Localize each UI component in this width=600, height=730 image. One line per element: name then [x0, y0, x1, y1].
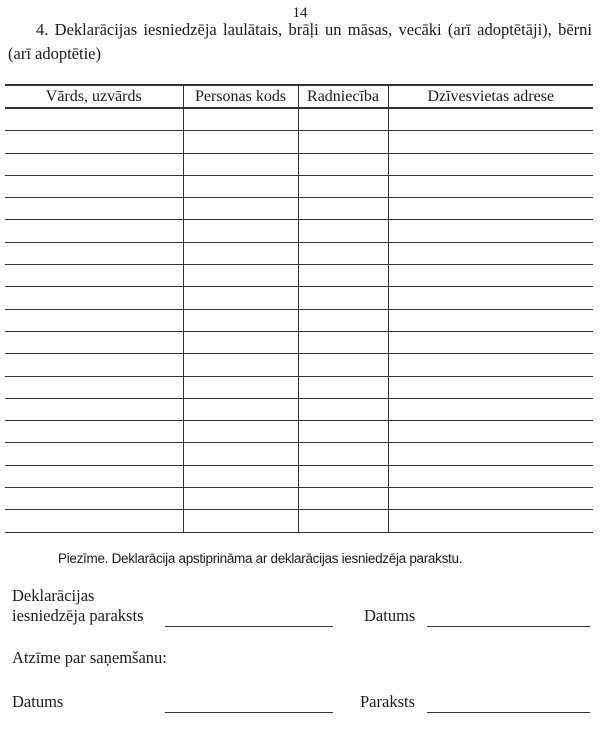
- signature-label-line2: iesniedzēja paraksts: [12, 606, 144, 625]
- table-cell[interactable]: [183, 175, 298, 197]
- note-text: Piezīme. Deklarācija apstiprināma ar deklarācijas iesniedzēja parakstu.: [58, 551, 463, 566]
- table-cell[interactable]: [388, 354, 593, 376]
- table-cell[interactable]: [183, 331, 298, 353]
- date-field[interactable]: [427, 626, 590, 627]
- table-cell[interactable]: [5, 465, 183, 487]
- table-cell[interactable]: [388, 153, 593, 175]
- table-cell[interactable]: [388, 488, 593, 510]
- table-cell[interactable]: [183, 220, 298, 242]
- table-cell[interactable]: [388, 287, 593, 309]
- table-cell[interactable]: [298, 465, 388, 487]
- table-cell[interactable]: [388, 198, 593, 220]
- table-cell[interactable]: [183, 153, 298, 175]
- table-cell[interactable]: [388, 443, 593, 465]
- table-cell[interactable]: [298, 131, 388, 153]
- table-cell[interactable]: [5, 354, 183, 376]
- table-row: [5, 465, 593, 487]
- table-cell[interactable]: [183, 510, 298, 532]
- table-cell[interactable]: [183, 488, 298, 510]
- table-cell[interactable]: [5, 488, 183, 510]
- receipt-title: Atzīme par saņemšanu:: [12, 648, 167, 667]
- table-cell[interactable]: [183, 398, 298, 420]
- table-row: [5, 242, 593, 264]
- table-row: [5, 376, 593, 398]
- table-row: [5, 220, 593, 242]
- table-cell[interactable]: [388, 265, 593, 287]
- page-number: 14: [292, 5, 308, 21]
- receipt-signature-label: Paraksts: [360, 692, 415, 711]
- table-row: [5, 398, 593, 420]
- table-cell[interactable]: [298, 443, 388, 465]
- table-cell[interactable]: [388, 175, 593, 197]
- table-cell[interactable]: [183, 309, 298, 331]
- table-cell[interactable]: [183, 421, 298, 443]
- table-cell[interactable]: [183, 108, 298, 131]
- table-cell[interactable]: [183, 242, 298, 264]
- signature-field[interactable]: [165, 626, 333, 627]
- section-heading: 4. Deklarācijas iesniedzēja laulātais, brāļi un māsas, vecāki (arī adoptētāji), bērni (arī adoptētie): [8, 20, 592, 63]
- table-cell[interactable]: [183, 443, 298, 465]
- table-cell[interactable]: [5, 331, 183, 353]
- table-row: [5, 153, 593, 175]
- table-cell[interactable]: [298, 488, 388, 510]
- table-cell[interactable]: [388, 465, 593, 487]
- table-cell[interactable]: [388, 510, 593, 532]
- table-cell[interactable]: [298, 287, 388, 309]
- receipt-date-field[interactable]: [165, 712, 333, 713]
- table-cell[interactable]: [298, 309, 388, 331]
- receipt-signature-field[interactable]: [427, 712, 590, 713]
- table-row: [5, 265, 593, 287]
- table-cell[interactable]: [183, 198, 298, 220]
- signature-label-line1: Deklarācijas: [12, 586, 95, 605]
- table-cell[interactable]: [298, 242, 388, 264]
- table-cell[interactable]: [298, 376, 388, 398]
- table-row: [5, 131, 593, 153]
- table-cell[interactable]: [5, 175, 183, 197]
- table-cell[interactable]: [388, 309, 593, 331]
- table-cell[interactable]: [388, 331, 593, 353]
- table-cell[interactable]: [5, 108, 183, 131]
- table-cell[interactable]: [183, 376, 298, 398]
- table-cell[interactable]: [298, 265, 388, 287]
- table-cell[interactable]: [388, 376, 593, 398]
- table-row: [5, 510, 593, 532]
- table-cell[interactable]: [5, 421, 183, 443]
- table-cell[interactable]: [298, 331, 388, 353]
- table-cell[interactable]: [5, 242, 183, 264]
- table-cell[interactable]: [298, 421, 388, 443]
- table-row: [5, 309, 593, 331]
- table-cell[interactable]: [298, 198, 388, 220]
- table-cell[interactable]: [5, 376, 183, 398]
- table-cell[interactable]: [5, 398, 183, 420]
- receipt-date-label: Datums: [12, 692, 64, 711]
- table-cell[interactable]: [388, 131, 593, 153]
- table-cell[interactable]: [5, 265, 183, 287]
- table-row: [5, 175, 593, 197]
- table-cell[interactable]: [5, 443, 183, 465]
- table-row: [5, 421, 593, 443]
- table-cell[interactable]: [5, 198, 183, 220]
- table-row: [5, 443, 593, 465]
- table-row: [5, 354, 593, 376]
- column-header: Dzīvesvietas adrese: [388, 85, 593, 108]
- table-cell[interactable]: [388, 220, 593, 242]
- table-cell[interactable]: [298, 175, 388, 197]
- table-cell[interactable]: [5, 153, 183, 175]
- table-cell[interactable]: [388, 398, 593, 420]
- table-row: [5, 287, 593, 309]
- table-cell[interactable]: [298, 220, 388, 242]
- table-cell[interactable]: [388, 108, 593, 131]
- table-row: [5, 108, 593, 131]
- table-cell[interactable]: [298, 153, 388, 175]
- table-cell[interactable]: [5, 287, 183, 309]
- table-cell[interactable]: [183, 131, 298, 153]
- column-header: Vārds, uzvārds: [5, 85, 183, 108]
- table-row: [5, 198, 593, 220]
- table-cell[interactable]: [298, 510, 388, 532]
- column-header: Radniecība: [298, 85, 388, 108]
- table-cell[interactable]: [183, 465, 298, 487]
- table-cell[interactable]: [5, 131, 183, 153]
- table-cell[interactable]: [388, 242, 593, 264]
- date-label: Datums: [364, 606, 416, 625]
- table-cell[interactable]: [183, 287, 298, 309]
- relatives-table: [5, 84, 593, 533]
- table-cell[interactable]: [388, 421, 593, 443]
- table-cell[interactable]: [5, 309, 183, 331]
- table-cell[interactable]: [5, 510, 183, 532]
- table-cell[interactable]: [183, 354, 298, 376]
- column-header: Personas kods: [183, 85, 298, 108]
- table-row: [5, 488, 593, 510]
- table-row: [5, 331, 593, 353]
- table-cell[interactable]: [298, 108, 388, 131]
- table-cell[interactable]: [298, 398, 388, 420]
- table-cell[interactable]: [5, 220, 183, 242]
- table-cell[interactable]: [183, 265, 298, 287]
- table-cell[interactable]: [298, 354, 388, 376]
